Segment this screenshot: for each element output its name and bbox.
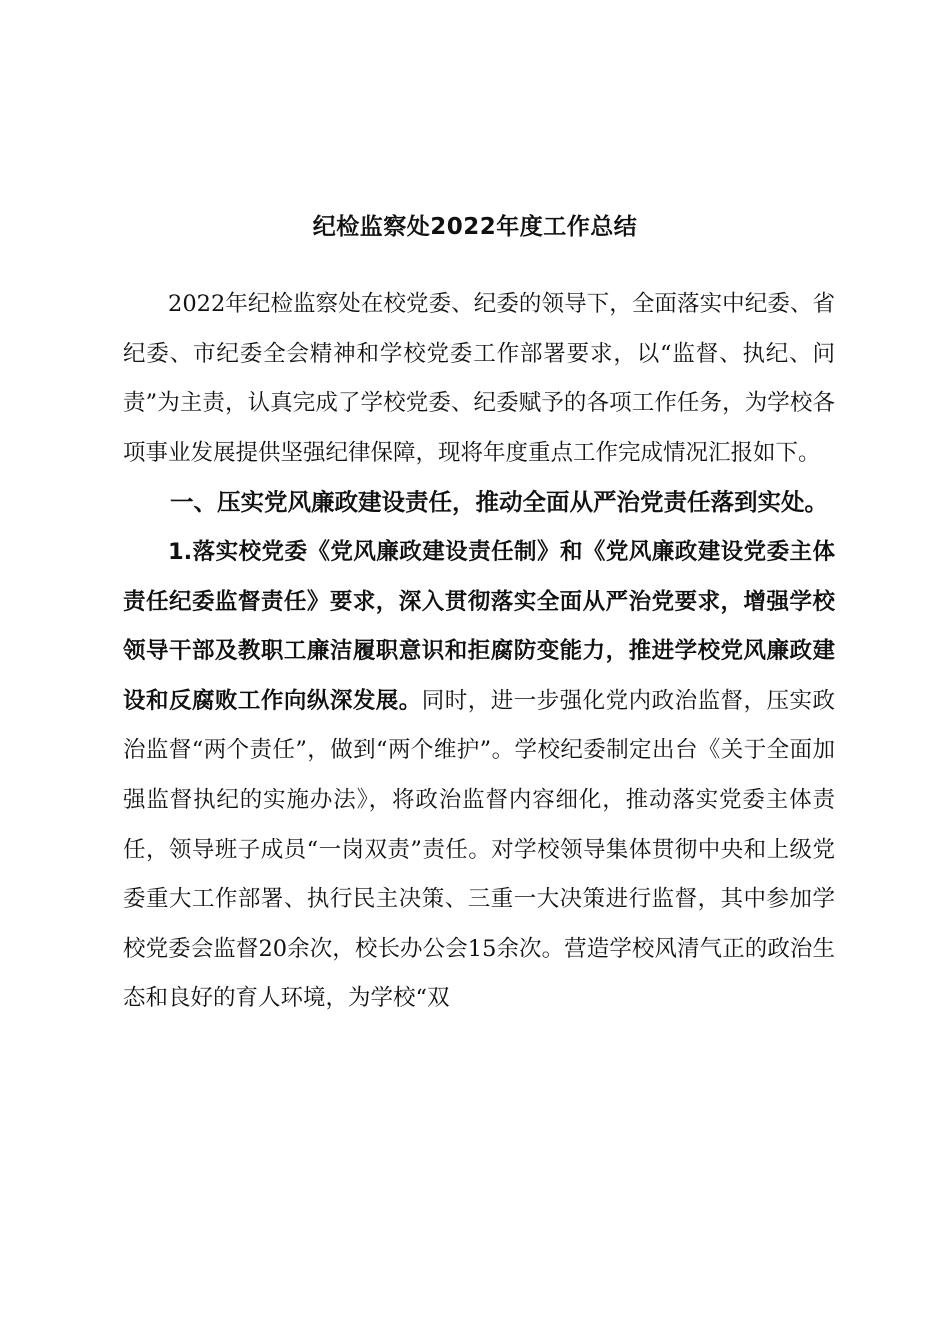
document-body xyxy=(123,280,835,1024)
item-bold-lead: 1.落实校党委《党风廉政建设责任制》和《党风廉政建设党委主体责任纪委监督责任》要求，深入贯彻落实全面从严治党要求，增强学校领导干部及教职工廉洁履职意识和拒腐防变能力，推进学校党风廉政建设和反腐败工作向纵深发展。 xyxy=(123,538,835,714)
document-title: 纪检监察处2022年度工作总结 xyxy=(312,214,638,240)
item-body-text: 同时，进一步强化党内政治监督，压实政治监督“两个责任”，做到“两个维护”。学校纪委制定出台《关于全面加强监督执纪的实施办法》，将政治监督内容细化，推动落实党委主体责任，领导班子成员“一岗双责”责任。对学校领导集体贯彻中央和上级党委重大工作部署、执行民主决策、三重一大决策进行监督，其中参加学校党委会监督20余次，校长办公会15余次。营造学校风清气正的政治生态和良好的育人环境，为学校“双 xyxy=(123,687,835,1012)
intro-paragraph: 2022年纪检监察处在校党委、纪委的领导下，全面落实中纪委、省纪委、市纪委全会精神和学校党委工作部署要求，以“监督、执纪、问责”为主责，认真完成了学校党委、纪委赋予的各项工作任务，为学校各项事业发展提供坚强纪律保障，现将年度重点工作完成情况汇报如下。 xyxy=(123,291,835,466)
section-heading: 一、压实党风廉政建设责任，推动全面从严治党责任落到实处。 xyxy=(170,488,828,517)
item-paragraph xyxy=(123,528,835,1024)
